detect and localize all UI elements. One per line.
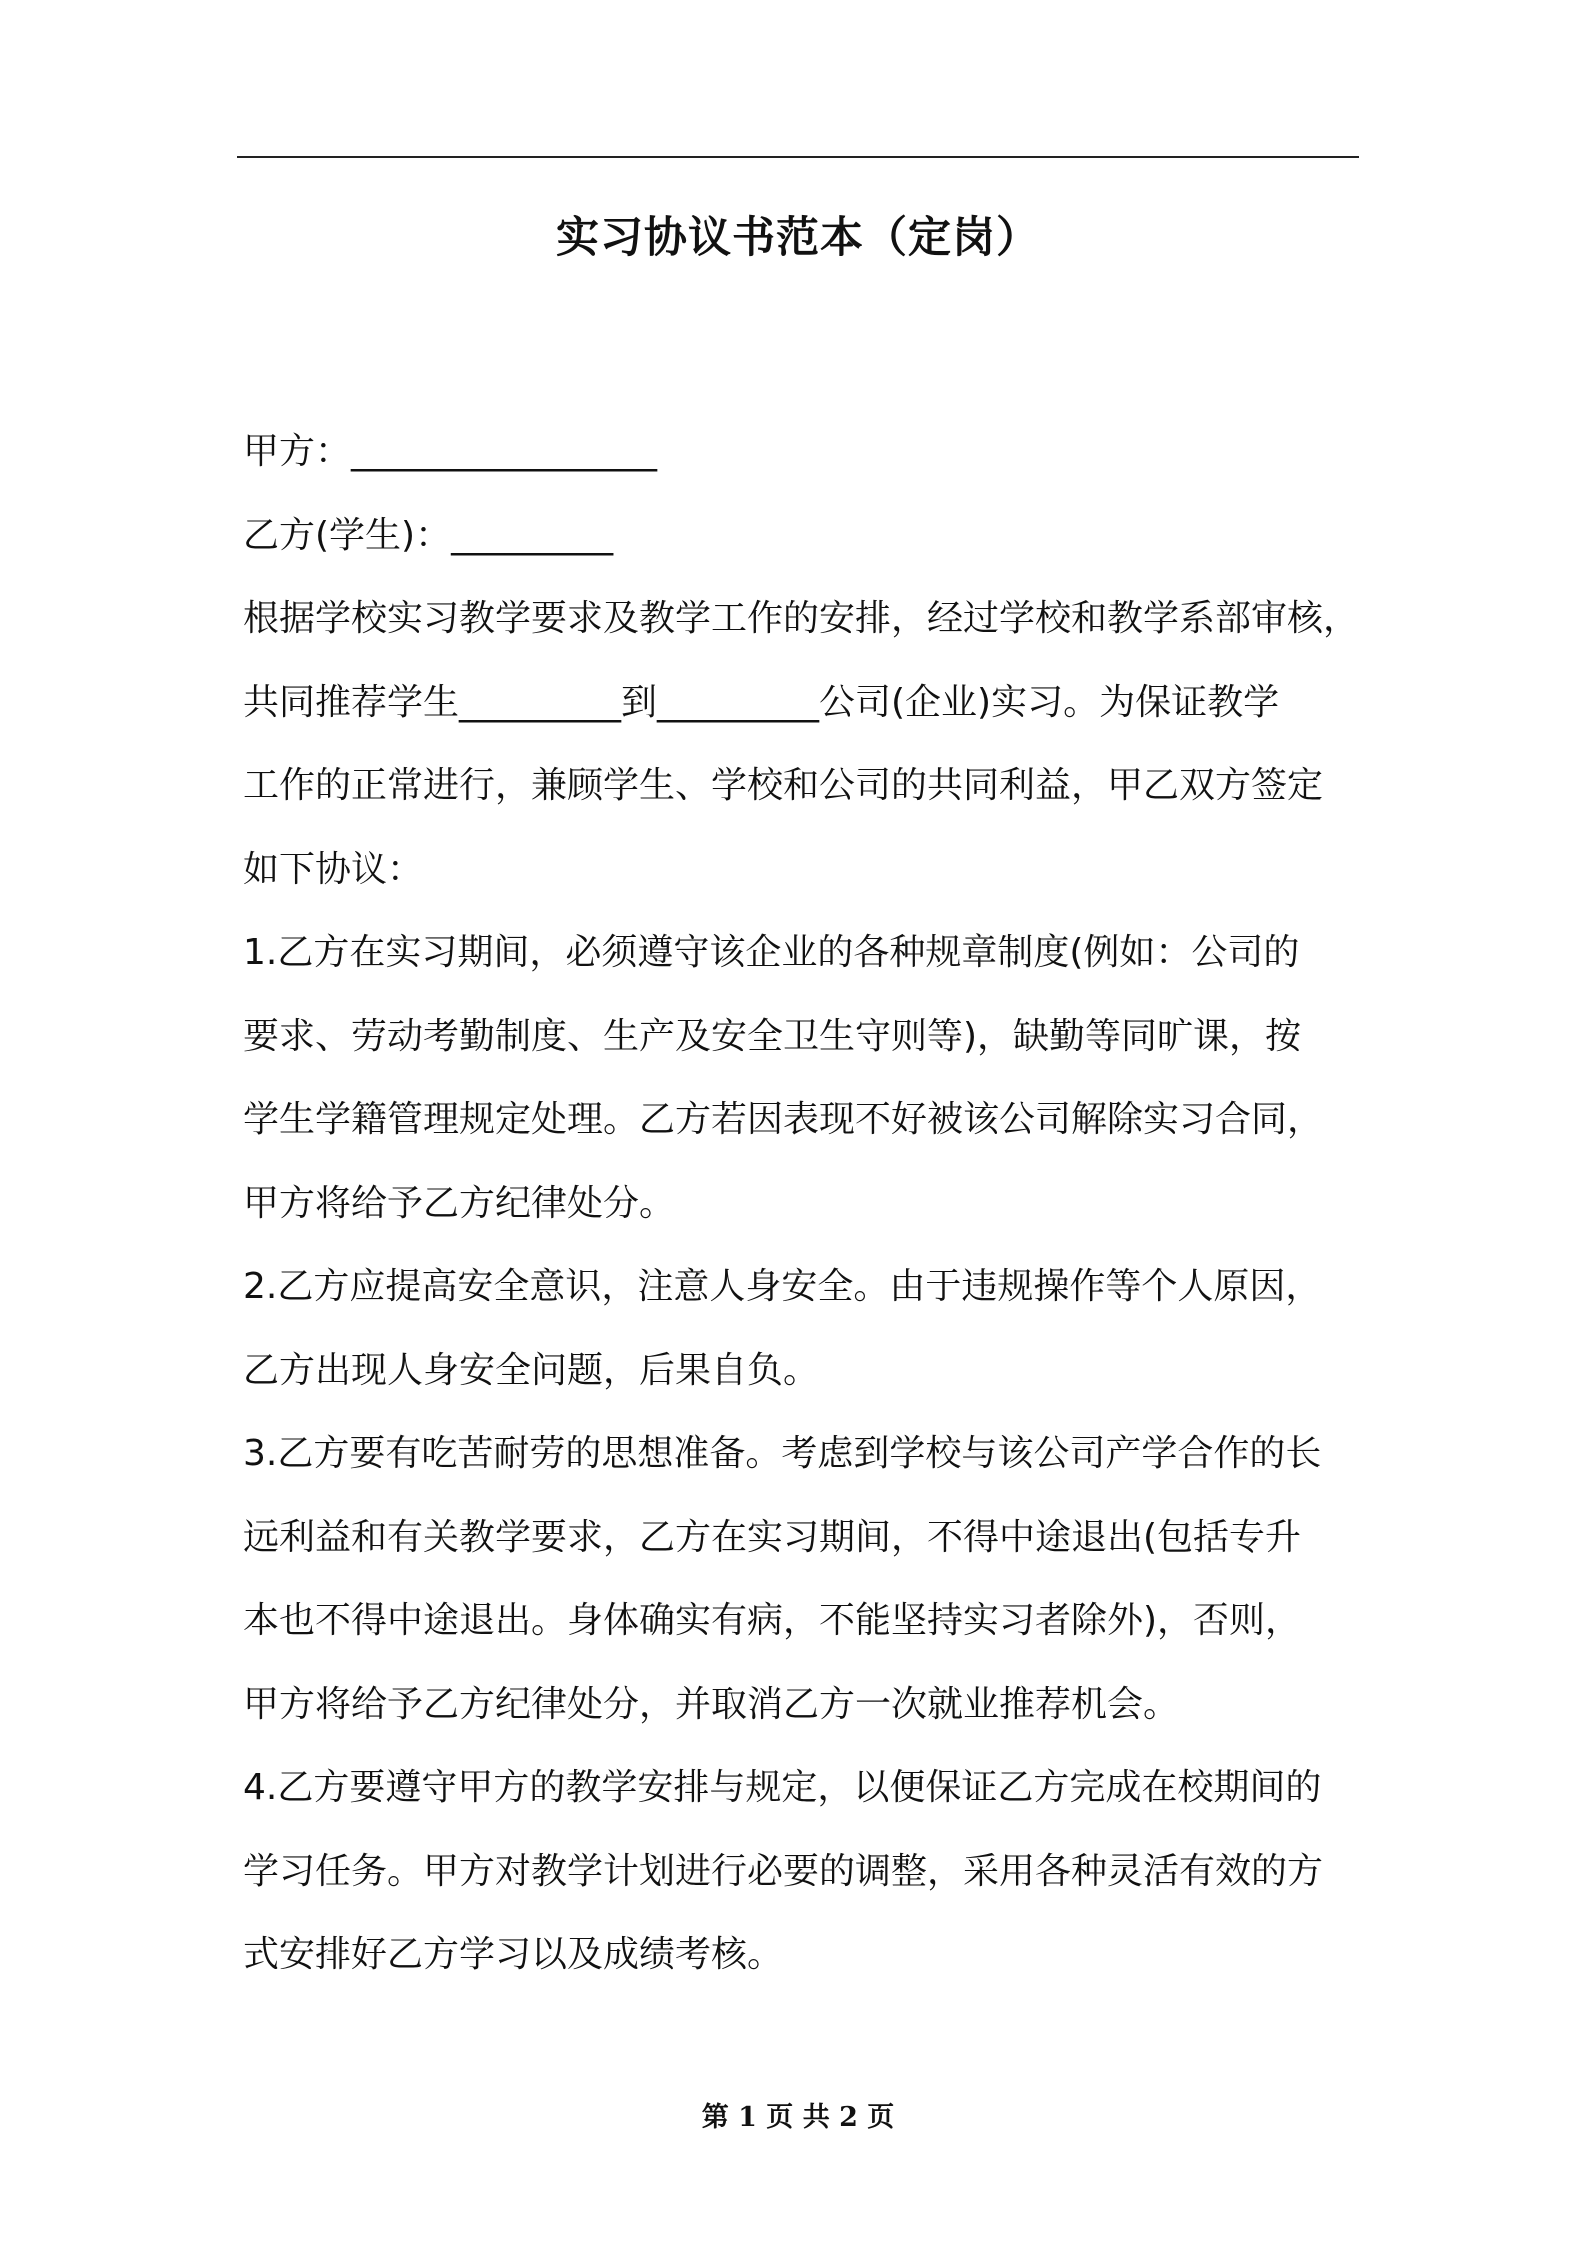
page-footer: 第 1 页 共 2 页 — [701, 2102, 895, 2133]
document-body — [243, 410, 1363, 1997]
clause-1-line: 1.乙方在实习期间，必须遵守该企业的各种规章制度(例如：公司的 — [243, 932, 1300, 973]
preamble-line: 共同推荐学生_________到_________公司(企业)实习。为保证教学 — [243, 681, 1280, 723]
clause-3-line: 3.乙方要有吃苦耐劳的思想准备。考虑到学校与该公司产学合作的长 — [243, 1433, 1322, 1474]
clause-4-line: 4.乙方要遵守甲方的教学安排与规定，以便保证乙方完成在校期间的 — [243, 1767, 1322, 1808]
party-b-line: 乙方(学生)：_________ — [243, 514, 614, 556]
clause-2-line: 乙方出现人身安全问题，后果自负。 — [243, 1349, 820, 1391]
clause-1-line: 要求、劳动考勤制度、生产及安全卫生守则等)，缺勤等同旷课，按 — [243, 1015, 1302, 1057]
clause-2-line: 2.乙方应提高安全意识，注意人身安全。由于违规操作等个人原因， — [243, 1266, 1322, 1307]
clause-4-line: 式安排好乙方学习以及成绩考核。 — [243, 1934, 784, 1975]
document-title: 实习协议书范本（定岗） — [556, 213, 1040, 263]
party-a-line: 甲方：_________________ — [243, 431, 658, 472]
header-rule — [237, 156, 1359, 158]
clause-3-line: 远利益和有关教学要求，乙方在实习期间，不得中途退出(包括专升 — [243, 1516, 1302, 1558]
clause-3-line: 甲方将给予乙方纪律处分，并取消乙方一次就业推荐机会。 — [243, 1683, 1180, 1725]
clause-1-line: 学生学籍管理规定处理。乙方若因表现不好被该公司解除实习合同， — [243, 1099, 1324, 1140]
clause-4-line: 学习任务。甲方对教学计划进行必要的调整，采用各种灵活有效的方 — [243, 1850, 1324, 1892]
preamble-line: 工作的正常进行，兼顾学生、学校和公司的共同利益，甲乙双方签定 — [243, 765, 1324, 806]
clause-3-line: 本也不得中途退出。身体确实有病，不能坚持实习者除外)，否则， — [243, 1600, 1302, 1641]
preamble-line: 根据学校实习教学要求及教学工作的安排，经过学校和教学系部审核， — [243, 598, 1360, 639]
preamble-line: 如下协议： — [243, 848, 424, 890]
clause-1-line: 甲方将给予乙方纪律处分。 — [243, 1182, 676, 1224]
